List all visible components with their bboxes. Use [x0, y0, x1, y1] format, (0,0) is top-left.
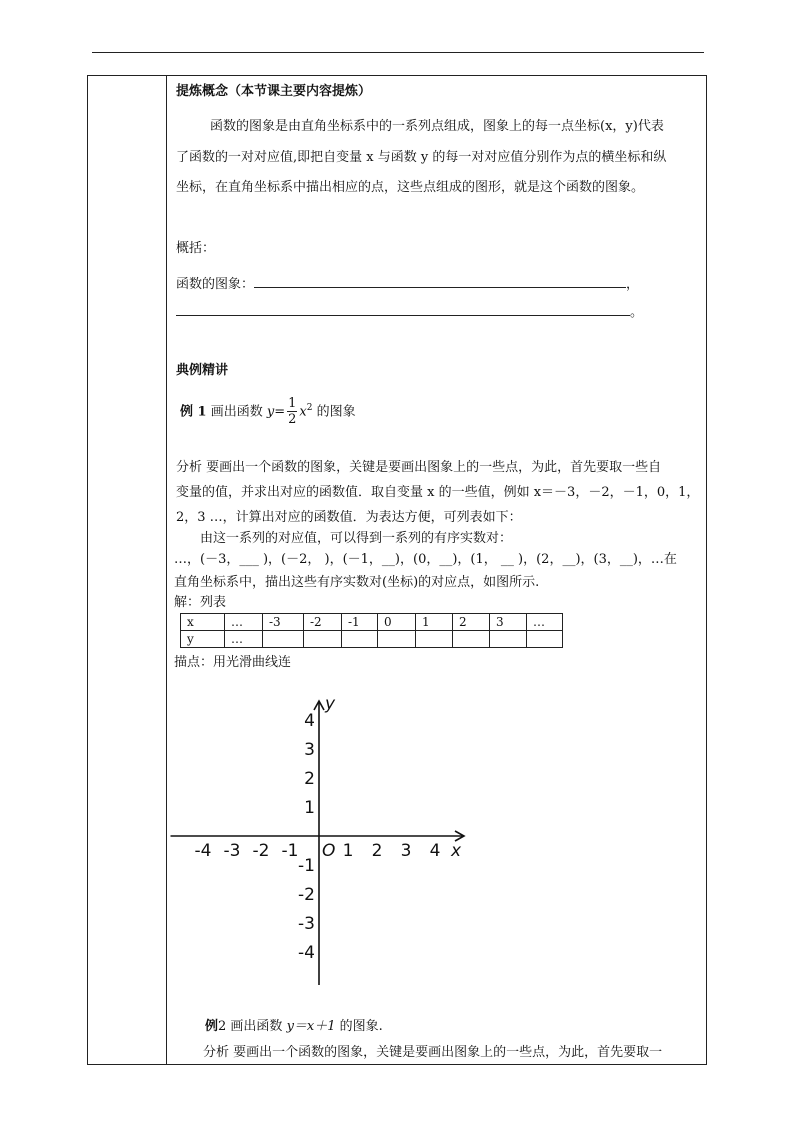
- coordinate-plane: [170, 675, 470, 985]
- summary-line-2-end: 。: [630, 305, 644, 320]
- y-tick-label: -2: [298, 885, 315, 905]
- table-cell: -3: [263, 614, 304, 631]
- table-cell: 1: [416, 614, 453, 631]
- example-1-exponent: 2: [306, 403, 313, 413]
- table-cell: y: [181, 631, 225, 648]
- example-2-text: 2 画出函数: [218, 1019, 283, 1034]
- solution-label: 解：列表: [174, 595, 227, 610]
- fill-blank-2[interactable]: [176, 303, 630, 316]
- analysis-1-line-1: 分析 要画出一个函数的图象，关键是要画出图象上的一些点，为此，首先要取一些自: [176, 460, 662, 475]
- fill-blank-1[interactable]: [254, 275, 626, 288]
- example-1: [180, 392, 356, 428]
- table-row-y: [181, 631, 563, 648]
- table-cell: -2: [304, 614, 342, 631]
- example-2-equation: y＝x＋1: [286, 1019, 336, 1034]
- summary-line-1: [176, 275, 639, 294]
- table-cell[interactable]: [416, 631, 453, 648]
- x-tick-label: 2: [371, 841, 383, 861]
- summary-label: 概括：: [176, 241, 216, 256]
- table-cell[interactable]: [263, 631, 304, 648]
- example-1-text: 画出函数: [210, 404, 263, 420]
- concept-line-2: 了函数的一对对应值,即把自变量 x 与函数 y 的每一对对应值分别作为点的横坐标和纵: [176, 150, 667, 165]
- summary-line-2: [176, 303, 643, 322]
- origin-label: O: [322, 841, 336, 861]
- analysis-1-line-3: 2，3 …，计算出对应的函数值．为表达方便，可列表如下：: [176, 510, 522, 525]
- column-divider: [166, 75, 167, 1065]
- table-cell: …: [225, 614, 263, 631]
- x-tick-label: -4: [194, 841, 212, 861]
- pairs-intro: 由这一系列的对应值，可以得到一系列的有序实数对：: [200, 531, 513, 546]
- table-cell[interactable]: [378, 631, 416, 648]
- section-title: 提炼概念（本节课主要内容提炼）: [176, 84, 372, 99]
- table-cell: -1: [342, 614, 378, 631]
- table-cell: 2: [453, 614, 490, 631]
- x-tick-label: 4: [429, 841, 441, 861]
- table-cell: …: [527, 614, 563, 631]
- example-1-fraction: [287, 396, 297, 427]
- value-table: [180, 613, 563, 648]
- example-1-label: 例 1: [180, 404, 207, 420]
- analysis-1-line-2: 变量的值，并求出对应的函数值．取自变量 x 的一些值，例如 x＝－3，－2，－1，0，1，: [176, 485, 700, 500]
- concept-line-1: 函数的图象是由直角坐标系中的一系列点组成，图象上的每一点坐标(x，y)代表: [210, 119, 664, 134]
- table-cell: 0: [378, 614, 416, 631]
- x-tick-label: -3: [223, 841, 241, 861]
- table-cell[interactable]: [342, 631, 378, 648]
- y-tick-label: 1: [304, 798, 315, 818]
- plot-instruction: 描点：用光滑曲线连: [174, 655, 292, 670]
- table-cell: …: [225, 631, 263, 648]
- y-tick-label: 4: [304, 711, 315, 731]
- x-tick-label: -2: [252, 841, 270, 861]
- example-1-after: 的图象: [316, 404, 356, 420]
- table-cell[interactable]: [304, 631, 342, 648]
- examples-title: 典例精讲: [176, 363, 229, 378]
- pairs-line-1: …，(－3，___ )，(－2， )，(－1，__)，(0，__)，(1， __ )，(2，__)，(3，__)，…在: [174, 552, 677, 567]
- summary-line-1-end: ，: [626, 277, 640, 292]
- concept-line-3: 坐标，在直角坐标系中描出相应的点，这些点组成的图形，就是这个函数的图象。: [176, 180, 645, 195]
- y-tick-label: 2: [304, 769, 315, 789]
- analysis-2-line-1: 分析 要画出一个函数的图象，关键是要画出图象上的一些点，为此，首先要取一: [203, 1045, 663, 1060]
- y-axis-label: y: [325, 694, 336, 714]
- table-bottom-edge: [87, 1064, 707, 1065]
- y-tick-label: -3: [298, 914, 315, 934]
- example-2-after: 的图象.: [339, 1019, 383, 1034]
- table-cell: x: [181, 614, 225, 631]
- x-axis-label: x: [451, 841, 462, 861]
- pairs-line-2: 直角坐标系中，描出这些有序实数对(坐标)的对应点，如图所示.: [174, 575, 540, 590]
- x-tick-label: 3: [400, 841, 412, 861]
- table-cell: [527, 631, 563, 648]
- x-tick-label: 1: [342, 841, 354, 861]
- fraction-numerator: 1: [288, 396, 297, 412]
- x-tick-label: -1: [281, 841, 299, 861]
- y-tick-label: 3: [304, 740, 315, 760]
- example-2: [205, 1018, 383, 1036]
- table-cell: 3: [490, 614, 527, 631]
- example-1-y: y: [266, 404, 275, 420]
- example-1-x: x: [299, 404, 307, 420]
- summary-line-1-label: 函数的图象：: [176, 277, 255, 292]
- y-tick-label: -4: [298, 943, 315, 963]
- y-tick-label: -1: [298, 856, 315, 876]
- table-cell[interactable]: [453, 631, 490, 648]
- table-cell[interactable]: [490, 631, 527, 648]
- fraction-denominator: 2: [288, 412, 297, 428]
- example-1-eq: =: [274, 404, 286, 420]
- table-row-x: [181, 614, 563, 631]
- header-rule: [92, 52, 704, 53]
- example-2-label: 例: [205, 1019, 219, 1034]
